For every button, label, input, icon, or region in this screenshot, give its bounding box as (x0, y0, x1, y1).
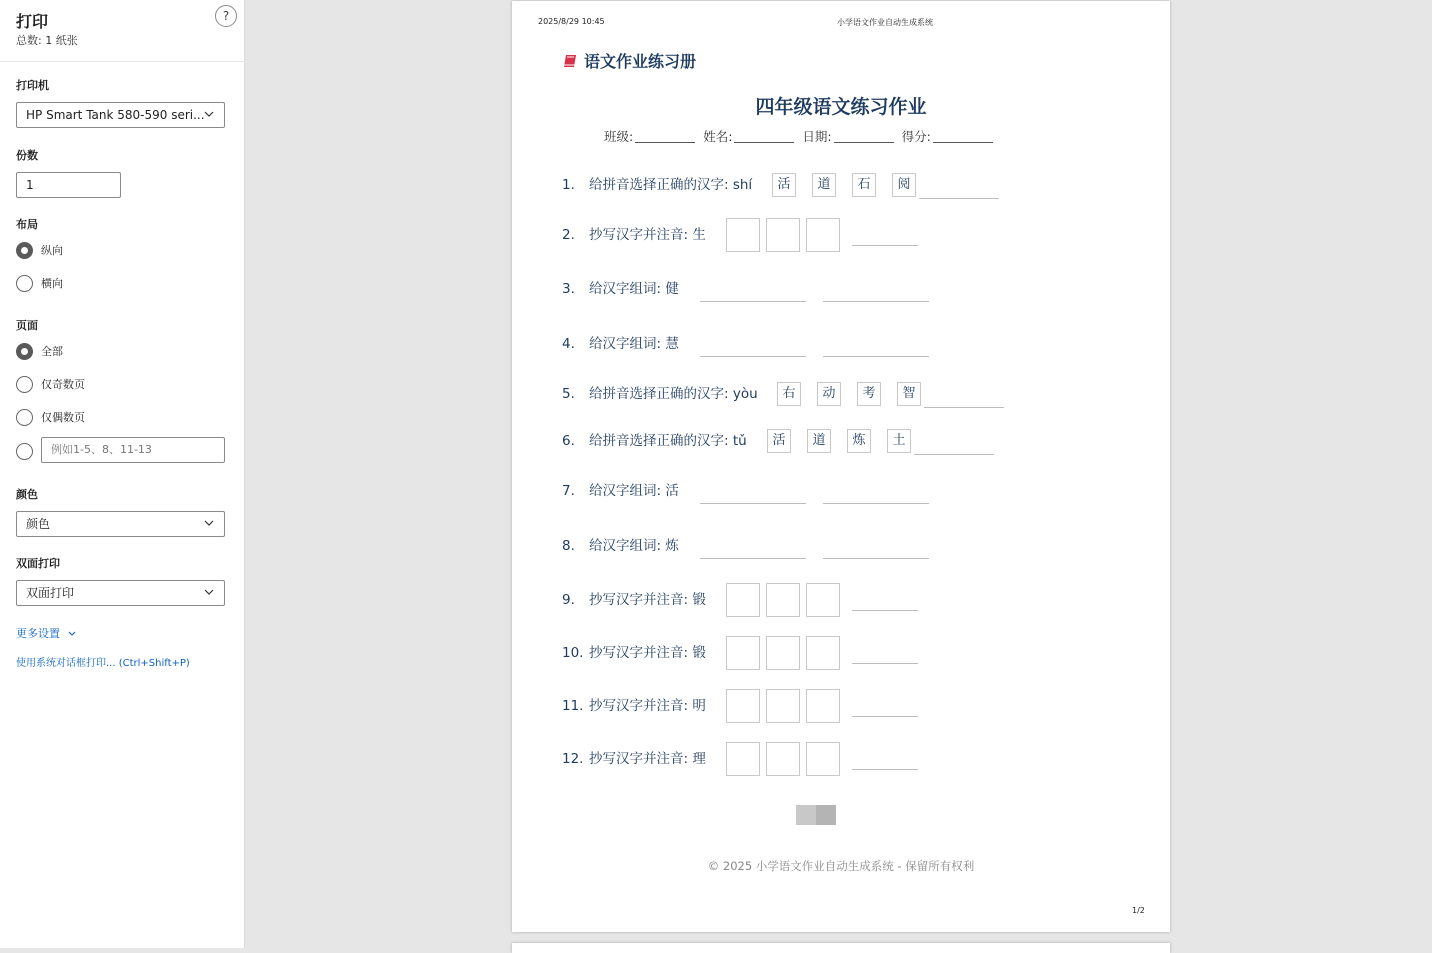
pages-custom-input[interactable]: 例如1-5、8、11-13 (41, 437, 225, 463)
color-select-value: 颜色 (26, 517, 51, 531)
printer-select[interactable] (16, 102, 225, 128)
choice-option: 土 (887, 429, 911, 453)
writing-box (766, 218, 800, 252)
help-button[interactable]: ? (215, 5, 237, 27)
word-line (823, 502, 929, 504)
choice-option: 阅 (892, 173, 916, 197)
student-info-row (604, 127, 997, 145)
choice-option: 道 (812, 173, 836, 197)
pages-odd-option[interactable] (16, 374, 85, 394)
info-date-label: 日期: (802, 129, 832, 144)
pinyin-line (852, 609, 918, 611)
info-class-label: 班级: (604, 129, 634, 144)
pages-even-option[interactable] (16, 407, 85, 427)
info-name-label: 姓名: (703, 129, 733, 144)
duplex-select-value: 双面打印 (26, 586, 75, 600)
answer-line (919, 197, 999, 199)
duplex-label: 双面打印 (16, 557, 60, 570)
question-number: 10. (562, 645, 584, 661)
choice-option: 道 (807, 429, 831, 453)
choice-option: 炼 (847, 429, 871, 453)
writing-box (766, 636, 800, 670)
system-dialog-link[interactable]: 使用系统对话框打印... (Ctrl+Shift+P) (16, 658, 190, 669)
question-item (562, 529, 1162, 563)
print-preview-page-2 (512, 943, 1170, 953)
question-text: 抄写汉字并注音: 锻 (589, 592, 706, 608)
writing-box (726, 689, 760, 723)
layout-portrait-option[interactable] (16, 240, 63, 260)
radio-checked[interactable] (16, 242, 33, 259)
chevron-down-icon (204, 520, 214, 527)
pinyin-line (852, 244, 918, 246)
writing-box (726, 636, 760, 670)
pages-all-label: 全部 (41, 345, 63, 358)
radio-unchecked[interactable] (16, 376, 33, 393)
pages-odd-label: 仅奇数页 (41, 378, 85, 391)
question-text: 给汉字组词: 慧 (589, 336, 679, 352)
info-blank (635, 142, 695, 143)
writing-box (806, 583, 840, 617)
more-settings-label: 更多设置 (16, 627, 60, 640)
question-item (562, 474, 1162, 508)
choice-option: 石 (852, 173, 876, 197)
pages-custom-option[interactable] (16, 441, 33, 461)
info-blank (933, 142, 993, 143)
question-number: 9. (562, 592, 575, 608)
question-item (562, 327, 1162, 361)
answer-line (914, 453, 994, 455)
chevron-down-icon (68, 631, 76, 637)
info-blank (834, 142, 894, 143)
pages-label: 页面 (16, 319, 38, 332)
question-item (562, 689, 1162, 723)
header-system-name: 小学语文作业自动生成系统 (837, 18, 933, 27)
choice-option: 活 (772, 173, 796, 197)
color-label: 颜色 (16, 488, 38, 501)
info-blank (734, 142, 794, 143)
question-number: 3. (562, 281, 575, 297)
radio-checked[interactable] (16, 343, 33, 360)
question-item (562, 377, 1162, 411)
panel-divider (0, 61, 245, 62)
question-item (562, 636, 1162, 670)
writing-box (806, 742, 840, 776)
qr-code-image (796, 805, 836, 825)
question-item (562, 168, 1162, 202)
question-number: 11. (562, 698, 584, 714)
choice-option: 动 (817, 382, 841, 406)
pinyin-line (852, 715, 918, 717)
question-number: 1. (562, 177, 575, 193)
question-number: 8. (562, 538, 575, 554)
word-line (700, 557, 806, 559)
choice-option: 活 (767, 429, 791, 453)
chevron-down-icon (204, 111, 214, 118)
word-line (823, 355, 929, 357)
book-icon (562, 53, 578, 69)
pages-even-label: 仅偶数页 (41, 411, 85, 424)
word-line (823, 300, 929, 302)
printer-select-value: HP Smart Tank 580-590 seri... (26, 108, 205, 122)
pinyin-line (852, 768, 918, 770)
choice-option: 考 (857, 382, 881, 406)
question-text: 抄写汉字并注音: 明 (589, 698, 706, 714)
writing-box (806, 218, 840, 252)
question-number: 12. (562, 751, 584, 767)
duplex-select[interactable] (16, 580, 225, 606)
question-text: 给汉字组词: 活 (589, 483, 679, 499)
question-number: 6. (562, 433, 575, 449)
question-text: 给拼音选择正确的汉字: shí (589, 177, 753, 193)
question-text: 抄写汉字并注音: 锻 (589, 645, 706, 661)
color-select[interactable] (16, 511, 225, 537)
choice-option: 智 (897, 382, 921, 406)
radio-unchecked[interactable] (16, 275, 33, 292)
question-item (562, 272, 1162, 306)
answer-line (924, 406, 1004, 408)
writing-box (766, 583, 800, 617)
logo-text: 语文作业练习册 (584, 52, 697, 71)
copyright-footer: © 2025 小学语文作业自动生成系统 - 保留所有权利 (707, 859, 975, 873)
writing-box (766, 742, 800, 776)
print-preview-page (512, 1, 1170, 932)
print-settings-panel (0, 0, 245, 948)
question-text: 给汉字组词: 健 (589, 281, 679, 297)
page-number: 1/2 (1132, 906, 1145, 915)
worksheet-logo (562, 49, 696, 72)
layout-landscape-option[interactable] (16, 273, 63, 293)
writing-box (806, 689, 840, 723)
question-text: 抄写汉字并注音: 生 (589, 227, 706, 243)
printer-label: 打印机 (16, 79, 49, 92)
worksheet-title: 四年级语文练习作业 (755, 96, 927, 118)
word-line (700, 355, 806, 357)
word-line (700, 502, 806, 504)
question-text: 给拼音选择正确的汉字: tǔ (589, 433, 747, 449)
word-line (700, 300, 806, 302)
layout-label: 布局 (16, 218, 38, 231)
radio-unchecked[interactable] (16, 409, 33, 426)
info-score-label: 得分: (901, 129, 931, 144)
word-line (823, 557, 929, 559)
writing-box (726, 218, 760, 252)
question-number: 4. (562, 336, 575, 352)
layout-portrait-label: 纵向 (41, 244, 63, 257)
pages-all-option[interactable] (16, 341, 63, 361)
question-text: 抄写汉字并注音: 理 (589, 751, 706, 767)
radio-unchecked[interactable] (16, 443, 33, 460)
more-settings-link[interactable] (16, 625, 76, 641)
chevron-down-icon (204, 589, 214, 596)
question-item (562, 742, 1162, 776)
choice-option: 右 (777, 382, 801, 406)
question-item (562, 218, 1162, 252)
writing-box (726, 742, 760, 776)
header-date: 2025/8/29 10:45 (538, 17, 605, 26)
question-item (562, 424, 1162, 458)
question-number: 5. (562, 386, 575, 402)
writing-box (806, 636, 840, 670)
question-text: 给汉字组词: 炼 (589, 538, 679, 554)
question-text: 给拼音选择正确的汉字: yòu (589, 386, 758, 402)
writing-box (726, 583, 760, 617)
question-number: 7. (562, 483, 575, 499)
question-number: 2. (562, 227, 575, 243)
writing-box (766, 689, 800, 723)
sheet-count: 总数: 1 纸张 (16, 34, 78, 47)
question-item (562, 583, 1162, 617)
panel-title: 打印 (16, 12, 49, 31)
layout-landscape-label: 横向 (41, 277, 63, 290)
copies-input[interactable]: 1 (16, 172, 121, 198)
copies-label: 份数 (16, 149, 38, 162)
pinyin-line (852, 662, 918, 664)
